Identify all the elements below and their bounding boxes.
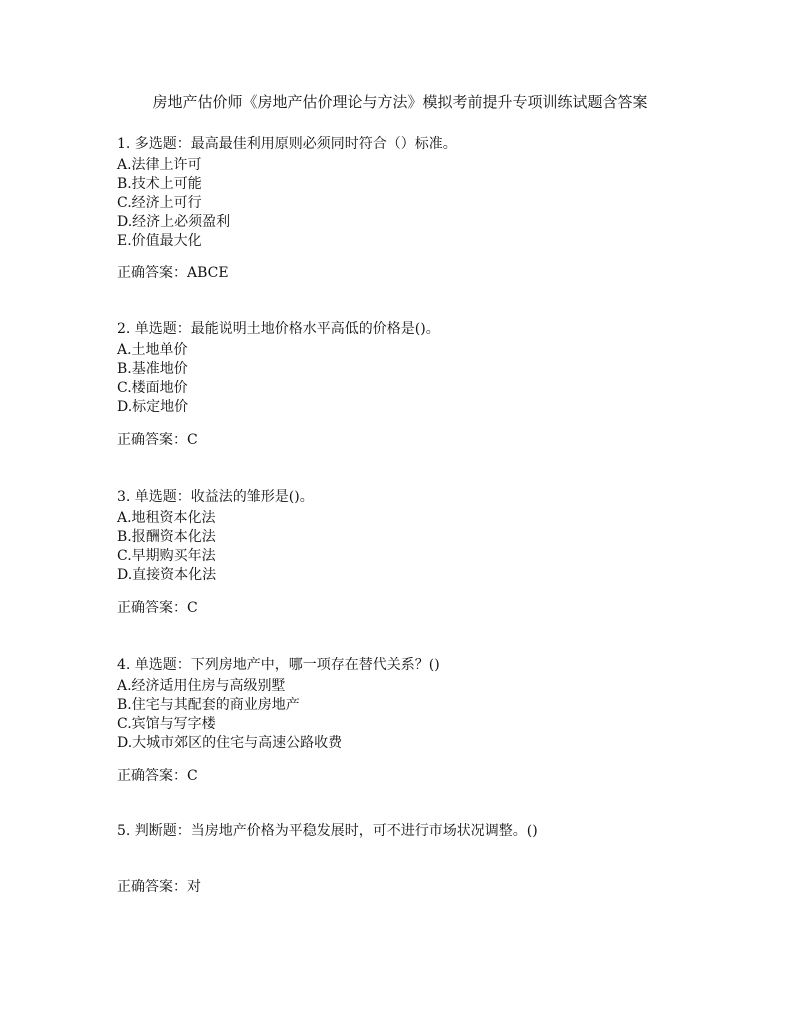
answer-4: 正确答案：C: [117, 768, 198, 784]
option-b: B.基准地价: [117, 361, 188, 377]
option-list: [117, 341, 757, 417]
question-4: [117, 656, 757, 753]
question-5: [117, 822, 757, 841]
option-b: B.报酬资本化法: [117, 529, 216, 545]
option-b: B.住宅与其配套的商业房地产: [117, 697, 300, 713]
option-a: A.地租资本化法: [117, 510, 216, 526]
option-c: C.经济上可行: [117, 195, 202, 211]
question-stem: 3. 单选题：收益法的雏形是()。: [117, 489, 314, 505]
option-b: B.技术上可能: [117, 176, 202, 192]
question-stem: 1. 多选题：最高最佳利用原则必须同时符合（）标准。: [117, 136, 457, 152]
option-c: C.楼面地价: [117, 380, 188, 396]
answer-2: 正确答案：C: [117, 432, 198, 448]
answer-3: 正确答案：C: [117, 600, 198, 616]
question-1: [117, 135, 757, 251]
option-d: D.标定地价: [117, 399, 189, 415]
question-2: [117, 320, 757, 417]
document-title: 房地产估价师《房地产估价理论与方法》模拟考前提升专项训练试题含答案: [152, 93, 648, 111]
option-c: C.宾馆与写字楼: [117, 716, 216, 732]
option-c: C.早期购买年法: [117, 548, 216, 564]
option-d: D.经济上必须盈利: [117, 214, 231, 230]
question-stem: 2. 单选题：最能说明土地价格水平高低的价格是()。: [117, 321, 440, 337]
option-list: [117, 677, 757, 753]
question-3: [117, 488, 757, 585]
answer-1: 正确答案：ABCE: [117, 265, 229, 281]
option-list: [117, 509, 757, 585]
question-stem: 5. 判断题：当房地产价格为平稳发展时，可不进行市场状况调整。(): [117, 823, 538, 839]
option-d: D.直接资本化法: [117, 567, 217, 583]
answer-5: 正确答案：对: [117, 879, 201, 895]
option-a: A.土地单价: [117, 342, 188, 358]
option-list: [117, 156, 757, 251]
option-d: D.大城市郊区的住宅与高速公路收费: [117, 735, 343, 751]
option-a: A.法律上许可: [117, 157, 202, 173]
question-stem: 4. 单选题：下列房地产中，哪一项存在替代关系？(): [117, 657, 440, 673]
option-a: A.经济适用住房与高级别墅: [117, 678, 286, 694]
option-e: E.价值最大化: [117, 233, 202, 249]
